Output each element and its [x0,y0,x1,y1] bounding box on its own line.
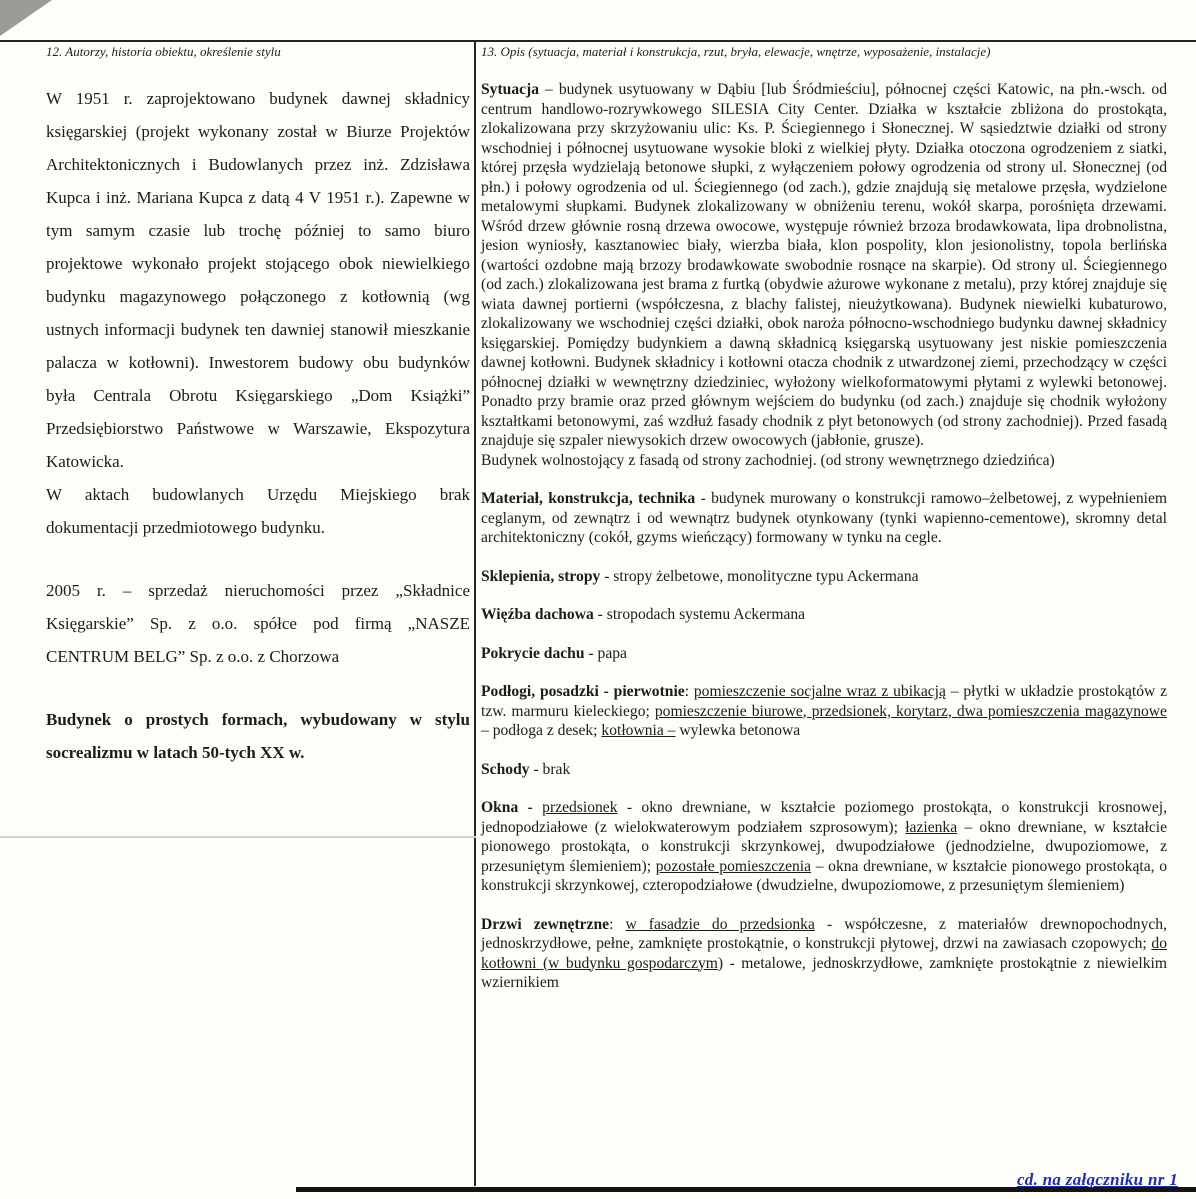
paragraph [481,682,1167,741]
paragraph [481,489,1167,548]
text-run: – okna drewniane, w kształcie pionowego prostokąta, o konstrukcji skrzynkowej, czteropodziałowe (dwudzielne, dwupoziomowe, z przesuniętym ślemieniem) [481,857,1167,894]
paragraph [481,798,1167,896]
paragraph [481,760,1167,780]
text-run: Sytuacja [481,81,540,98]
text-run: pozostałe pomieszczenia [655,857,812,875]
text-run: Budynek o prostych formach, wybudowany w stylu socrealizmu w latach 50-tych XX w. [46,710,470,762]
text-run: - stropodach systemu Ackermana [593,606,806,623]
text-run: - budynek murowany o konstrukcji ramowo–żelbetowej, z wypełnieniem ceglanym, od zewnątrz i od wewnątrz budynek otynkowany (tynki wapienno-cementowe), skromny detal architektoniczny (cokół, gzyms wieńczący) formowany w tynku na cegle. [481,490,1167,546]
section-13-body [481,80,1167,993]
text-run: – podłoga z desek; [481,722,602,739]
text-run: Budynek wolnostojący z fasadą od strony zachodniej. (od strony wewnętrznego dziedzińca) [481,451,1055,469]
text-run: Materiał, konstrukcja, technika [481,490,696,507]
text-run: - brak [529,760,571,778]
text-run: łazienka [905,818,958,836]
text-run: - stropy żelbetowe, monolityczne typu Ackermana [600,567,919,585]
text-run: 2005 r. – sprzedaż nieruchomości przez „Składnice Księgarskie” Sp. z o.o. spółce pod firmą „NASZE CENTRUM BELG” Sp. z o.o. z Chorzowa [46,581,470,666]
paragraph [481,605,1167,625]
text-run: Sklepienia, stropy [481,567,601,585]
paragraph [481,80,1167,451]
paragraph [481,644,1167,664]
text-run: W 1951 r. zaprojektowano budynek dawnej składnicy księgarskiej (projekt wykonany został w Biurze Projektów Architektonicznych i Budowlanych przez inż. Zdzisława Kupca i inż. Mariana Kupca z datą 4 V 1951 r.). Zapewne w tym samym czasie lub trochę później to samo biuro projektowe wykonało projekt stojącego obok niewielkiego budynku magazynowego połączonego z kotłownią (wg ustnych informacji budynek ten dawniej stanowił mieszkanie palacza w kotłowni). Inwestorem budowy obu budynków była Centrala Obrotu Księgarskiego „Dom Książki” Przedsiębiorstwo Państwowe w Warszawie, Ekspozytura Katowicka. [46,89,470,471]
text-run: - metalowe, jednoskrzydłowe, zamknięte prostokątnie z niewielkim wziernikiem [481,954,1167,991]
text-run: pomieszczenie socjalne wraz z ubikacją [693,683,946,700]
top-rule [0,40,1196,42]
text-run: W aktach budowlanych Urzędu Miejskiego brak dokumentacji przedmiotowego budynku. [46,485,470,537]
text-run: do kotłowni (w budynku gospodarczym) [481,935,1167,972]
paragraph [46,703,470,769]
section-12-header: 12. Autorzy, historia obiektu, określenie stylu [46,44,281,59]
text-run: Pokrycie dachu [481,644,585,662]
text-run: Podłogi, posadzki - pierwotnie [481,683,685,700]
text-run: - papa [584,644,627,662]
text-run: : [609,915,626,933]
text-run: - okno drewniane, w kształcie poziomego prostokąta, o konstrukcji krosnowej, jednopodziałowe (z wielokwaterowym podziałem szprosowym); [481,799,1168,836]
text-run: w fasadzie do przedsionka [625,915,815,933]
text-run: : [684,683,694,700]
text-run: Więźba dachowa [481,606,594,623]
text-run: – płytki w układzie prostokątów z tzw. marmuru kieleckiego; [481,683,1168,720]
paragraph [46,82,470,478]
section-12-body [46,82,470,769]
text-run: pomieszczenie biurowe, przedsionek, korytarz, dwa pomieszczenia magazynowe [654,702,1167,720]
section-13-header: 13. Opis (sytuacja, materiał i konstrukcja, rzut, bryła, elewacje, wnętrze, wyposażenie, instalacje) [481,44,991,59]
text-run: – budynek usytuowany w Dąbiu [lub Śródmieściu], północnej części Katowic, na płn.-wsch. od centrum handlowo-rozrywkowego SILESIA City Center. Działka w kształcie zbliżona do prostokąta, zlokalizowana przy skrzyżowaniu ulic: Ks. P. Ściegiennego i Słonecznej. W sąsiedztwie działki od strony wschodniej i północnej usytuowane wysokie bloki z wielkiej płyty. Działka otoczona ogrodzeniem z siatki, której przęsła wydzielają betonowe słupki, z wyłączeniem połowy ogrodzenia od strony ul. Słonecznej (od płn.) i połowy ogrodzenia od ul. Ściegiennego (od zach.), gdzie znajdują się metalowe przęsła, wydzielone metalowymi słupkami. Budynek zlokalizowany w obniżeniu terenu, wokół skarpa, porośnięta drzewami. Wśród drzew głównie rosną drzewa owocowe, występuje również brzoza brodawkowata, lipa drobnolistna, jesion wyniosły, kasztanowiec biały, wierzba biała, klon pospolity, klon jesionolistny, topola berlińska (wartości ozdobne mają brzozy brodawkowate swobodnie rosnące na skarpie). Od strony ul. Ściegiennego (od zach.) zlokalizowana jest brama z furtką (obydwie ażurowe wykonane z metalu), przy której znajduje się wiata dawnej portierni (współczesna, z blachy falistej, nieużytkowana). Budynek niewielki kubaturowo, zlokalizowany we wschodniej części działki, obok naroża północno-wschodniego budynku dawnej składnicy księgarskiej. Pomiędzy budynkiem a dawną składnicą księgarską usytuowany jest niskie pomieszczenia dawnej kotłowni. Budynek składnicy i kotłowni otacza chodnik z utwardzonej ziemi, przechodzący w części północnej działki w wewnętrzny dziedziniec, wyłożony wielkoformatowymi płytami z wylewki betonowej. Ponadto przy bramie oraz przed głównym wejściem do budynku (od zach.) znajduje się chodnik wyłożony kształtkami betonowymi, zaś wzdłuż fasady chodnik z płyt betonowych (od strony zachodniej). Przed fasadą znajduje się szpaler niewysokich drzew owocowych (jabłonie, grusze). [481,81,1167,449]
text-run: Okna - [481,799,543,816]
paragraph [481,567,1167,587]
text-run: - współczesne, z materiałów drewnopochodnych, jednoskrzydłowe, pełne, zamknięte prostokątnie, o konstrukcji płytowej, drzwi na zawiasach czopowych; [481,915,1167,952]
paragraph [481,915,1167,993]
paragraph [46,478,470,544]
text-run: przedsionek [542,799,618,816]
column-divider [474,40,476,1186]
scan-fold-line [0,836,476,838]
paragraph [46,574,470,673]
text-run: Drzwi zewnętrzne [481,915,610,933]
text-run: wylewka betonowa [675,722,801,739]
continuation-note: cd. na załączniku nr 1 [1016,1170,1178,1189]
text-run: – okno drewniane, w kształcie pionowego prostokąta, o konstrukcji skrzynkowej, dwupodziałowe (jednodzielne, dwupoziomowe, z przesuniętym ślemieniem); [481,818,1167,875]
paragraph [481,451,1167,471]
scan-corner-shadow [0,0,52,36]
text-run: Schody [481,760,530,778]
text-run: kotłownia – [601,722,676,739]
